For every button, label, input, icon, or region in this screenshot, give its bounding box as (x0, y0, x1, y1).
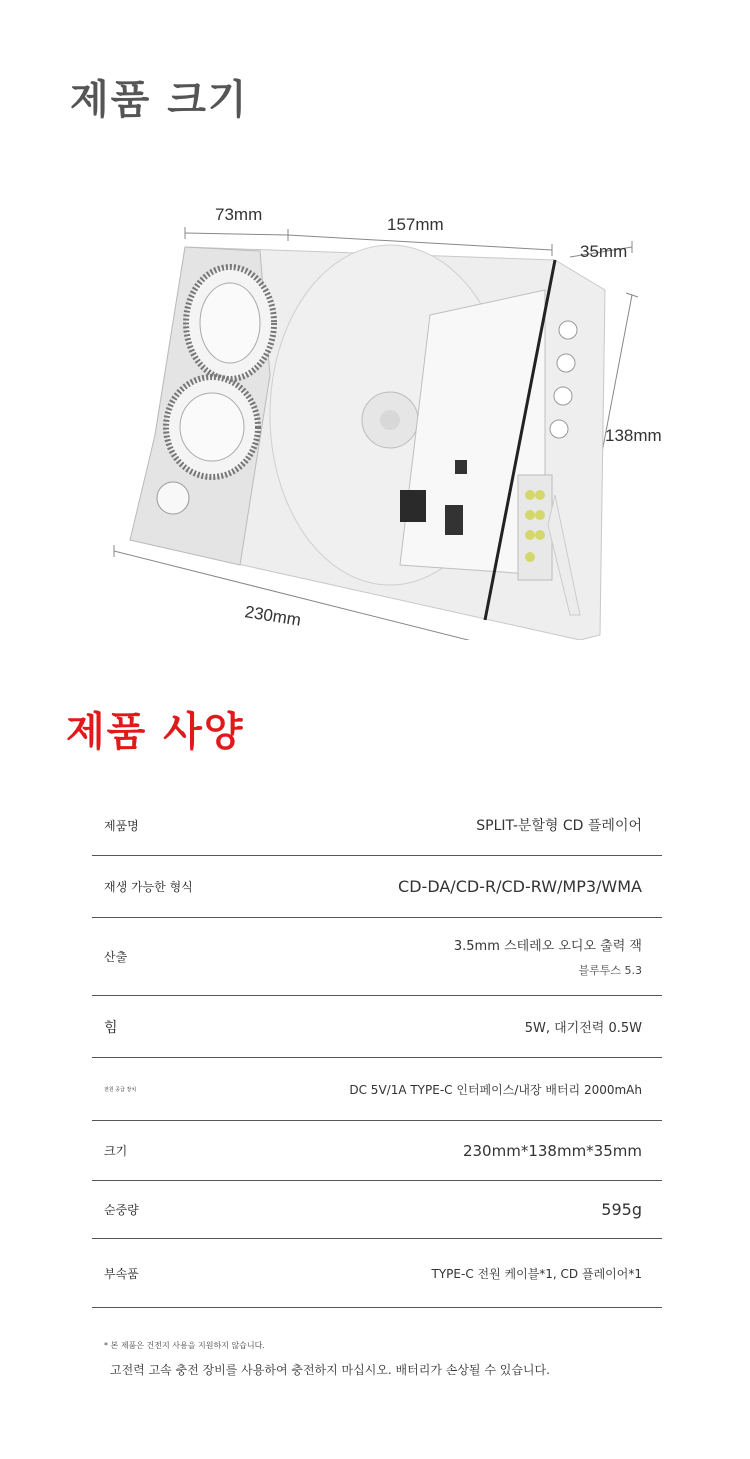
spec-label: 부속품 (104, 1266, 139, 1281)
spec-row-dimensions (92, 1121, 662, 1181)
spec-label: 제품명 (104, 818, 139, 833)
spec-row-accessories (92, 1239, 662, 1308)
product-dimension-figure (100, 195, 680, 640)
spec-value: SPLIT-분할형 CD 플레이어 (476, 818, 642, 834)
note-battery: * 본 제품은 건전지 사용을 지원하지 않습니다. (104, 1341, 265, 1350)
spec-value: 595g (601, 1200, 642, 1219)
spec-subvalue: 블루투스 5.3 (578, 964, 642, 977)
spec-label: 크기 (104, 1144, 128, 1158)
spec-label: 재생 가능한 형식 (104, 880, 193, 894)
spec-row-product-name (92, 795, 662, 856)
spec-label: 순중량 (104, 1203, 139, 1217)
spec-label: 전원 공급 장치 (104, 1086, 137, 1093)
spec-label: 산출 (104, 950, 128, 964)
dim-label-total-width: 230mm (243, 602, 303, 630)
spec-row-power (92, 996, 662, 1058)
size-section-title: 제품 크기 (70, 77, 249, 123)
spec-row-formats (92, 856, 662, 918)
spec-value: 3.5mm 스테레오 오디오 출력 잭 (453, 939, 642, 954)
spec-row-output (92, 918, 662, 996)
dim-label-speaker-width: 73mm (215, 205, 263, 224)
spec-value: 5W, 대기전력 0.5W (524, 1021, 642, 1036)
spec-value: DC 5V/1A TYPE-C 인터페이스/내장 배터리 2000mAh (349, 1082, 642, 1097)
spec-row-weight (92, 1181, 662, 1239)
spec-value: TYPE-C 전원 케이블*1, CD 플레이어*1 (431, 1266, 642, 1281)
spec-row-power-supply (92, 1058, 662, 1121)
dim-label-height: 138mm (605, 426, 662, 445)
spec-value: 230mm*138mm*35mm (462, 1141, 642, 1160)
spec-table (92, 795, 662, 1308)
spec-value: CD-DA/CD-R/CD-RW/MP3/WMA (398, 877, 642, 896)
spec-section-title: 제품 사양 (66, 709, 245, 755)
dim-label-depth: 35mm (580, 242, 628, 261)
dim-label-player-width: 157mm (387, 215, 444, 234)
note-charging-warning: 고전력 고속 충전 장비를 사용하여 충전하지 마십시오. 배터리가 손상될 수 있습니다. (110, 1363, 550, 1377)
notes (104, 1340, 550, 1378)
cd-player-illustration (130, 245, 605, 640)
spec-label: 힘 (104, 1019, 118, 1036)
